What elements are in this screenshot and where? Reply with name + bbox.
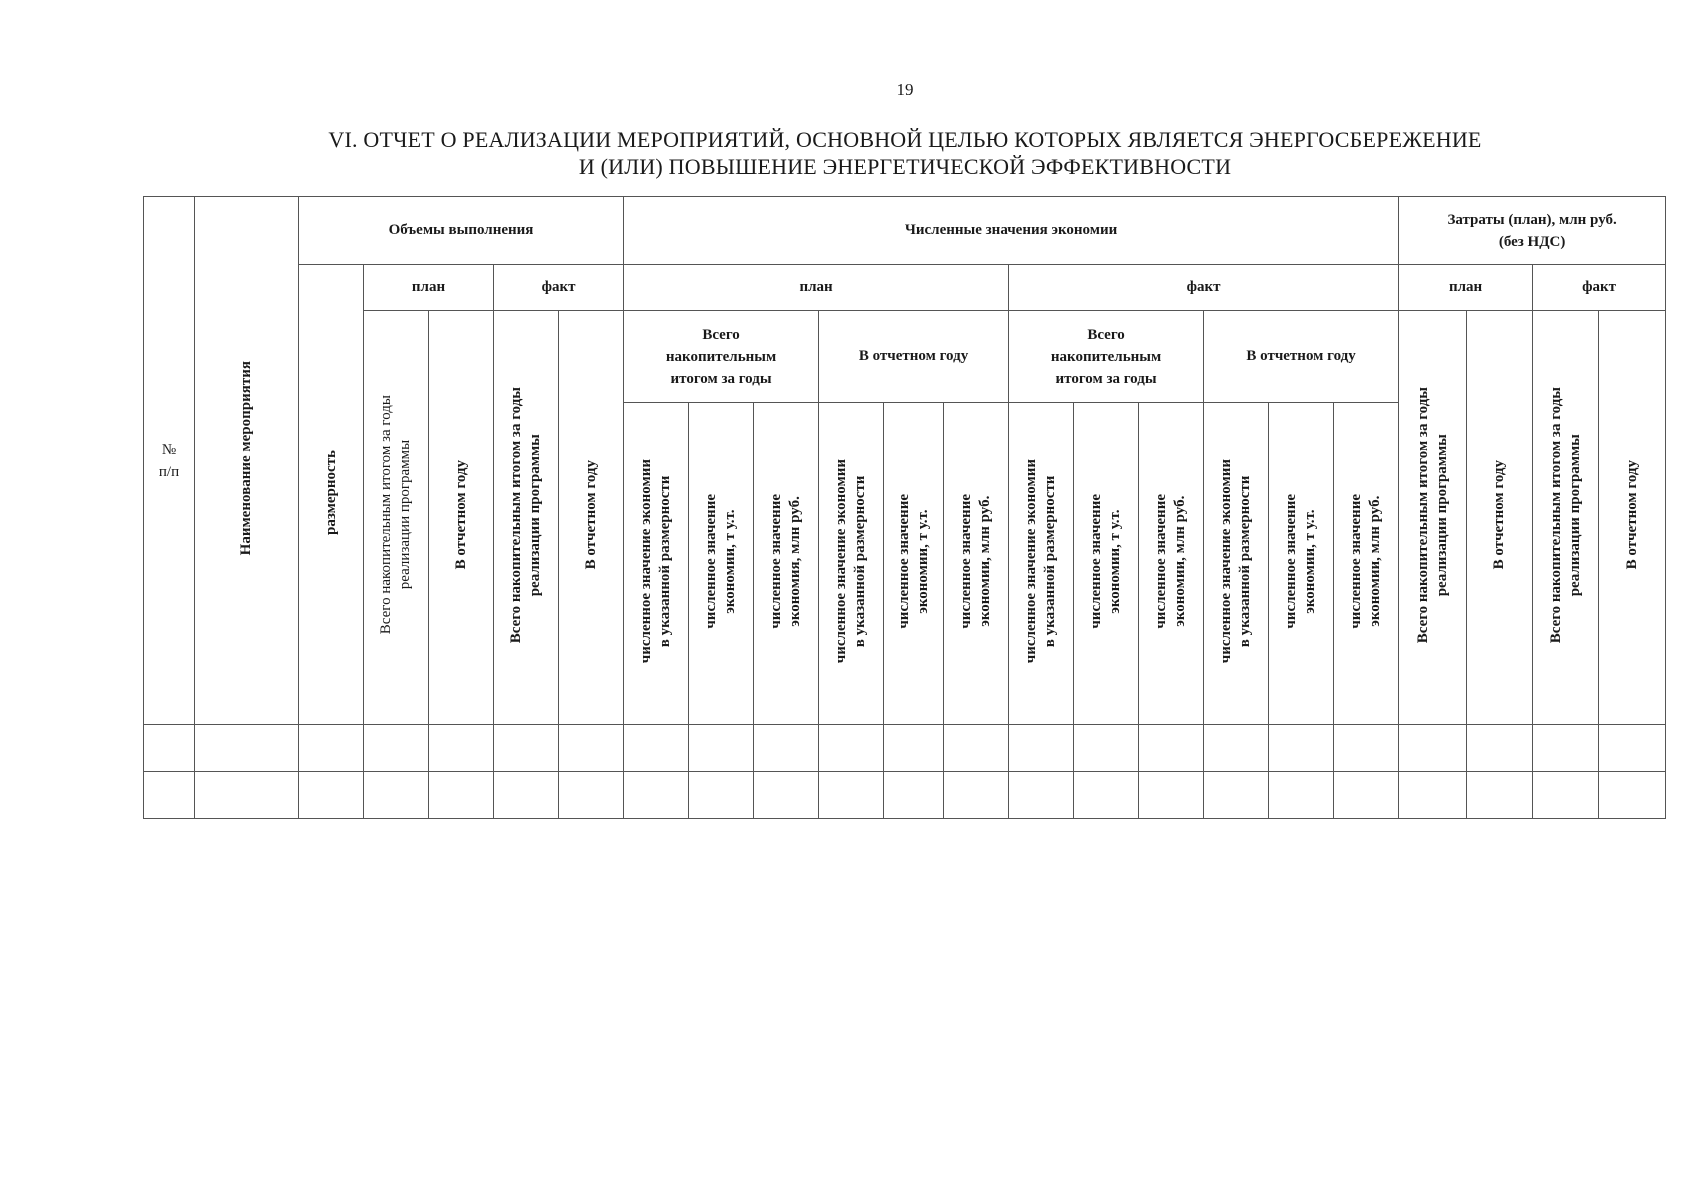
table-cell [689,772,754,819]
table-cell [1009,772,1074,819]
header-plan-year-tut: численное значение экономии, т у.т. [884,403,944,725]
table-cell [689,725,754,772]
table-row [144,772,1666,819]
table-cell [1204,725,1269,772]
table-cell [1599,725,1666,772]
table-cell [1009,725,1074,772]
header-cost-plan-total: Всего накопительным итогом за годы реализации программы [1399,311,1467,725]
table-cell [1269,725,1334,772]
header-dimension: размерность [299,265,364,725]
header-fact-cum-rub: численное значение экономии, млн руб. [1139,403,1204,725]
header-cost-fact-year: В отчетном году [1599,311,1666,725]
table-row [144,725,1666,772]
header-fact-year-tut: численное значение экономии, т у.т. [1269,403,1334,725]
header-costs-fact: факт [1533,265,1666,311]
table-cell [1204,772,1269,819]
header-plan-cum-dimension: численное значение экономии в указанной размерности [624,403,689,725]
header-row-number: № п/п [144,197,195,725]
table-cell [754,772,819,819]
section-title [0,126,1697,180]
table-cell [1074,725,1139,772]
table-cell [1399,725,1467,772]
header-savings-fact-year: В отчетном году [1204,311,1399,403]
table-cell [144,725,195,772]
table-cell [944,772,1009,819]
table-cell [559,772,624,819]
header-plan-cum-rub: численное значение экономия, млн руб. [754,403,819,725]
table-cell [1533,725,1599,772]
header-group-costs: Затраты (план), млн руб. (без НДС) [1399,197,1666,265]
header-fact-year-rub: численное значение экономии, млн руб. [1334,403,1399,725]
header-savings-fact: факт [1009,265,1399,311]
table-cell [1139,725,1204,772]
header-costs-plan: план [1399,265,1533,311]
header-volumes-fact: факт [494,265,624,311]
table-cell [429,725,494,772]
header-fact-year-dimension: численное значение экономии в указанной размерности [1204,403,1269,725]
table-cell [1467,725,1533,772]
report-table [143,196,1666,819]
header-fact-cum-dimension: численное значение экономии в указанной размерности [1009,403,1074,725]
header-fact-cum-tut: численное значение экономии, т у.т. [1074,403,1139,725]
section-title-line-2: И (ИЛИ) ПОВЫШЕНИЕ ЭНЕРГЕТИЧЕСКОЙ ЭФФЕКТИВНОСТИ [578,154,1232,179]
table-cell [1269,772,1334,819]
header-group-volumes: Объемы выполнения [299,197,624,265]
table-cell [1599,772,1666,819]
table-cell [819,772,884,819]
table-cell [819,725,884,772]
table-cell [559,725,624,772]
table-cell [1139,772,1204,819]
header-cost-plan-year: В отчетном году [1467,311,1533,725]
table-cell [494,772,559,819]
header-vol-fact-year: В отчетном году [559,311,624,725]
header-cost-fact-total: Всего накопительным итогом за годы реализации программы [1533,311,1599,725]
table-cell [754,725,819,772]
page-number: 19 [896,80,914,99]
table-cell [429,772,494,819]
header-plan-cum-tut: численное значение экономии, т у.т. [689,403,754,725]
header-vol-fact-total: Всего накопительным итогом за годы реализации программы [494,311,559,725]
table-cell [299,725,364,772]
table-cell [195,772,299,819]
section-title-line-1: VI. ОТЧЕТ О РЕАЛИЗАЦИИ МЕРОПРИЯТИЙ, ОСНОВНОЙ ЦЕЛЬЮ КОТОРЫХ ЯВЛЯЕТСЯ ЭНЕРГОСБЕРЕЖЕНИЕ [328,127,1482,152]
header-savings-fact-cumulative: Всего накопительным итогом за годы [1009,311,1204,403]
header-volumes-plan: план [364,265,494,311]
table-cell [1399,772,1467,819]
header-plan-year-dimension: численное значение экономии в указанной размерности [819,403,884,725]
table-cell [364,725,429,772]
header-savings-plan: план [624,265,1009,311]
header-vol-plan-year: В отчетном году [429,311,494,725]
table-cell [624,772,689,819]
table-cell [364,772,429,819]
header-activity-name: Наименование мероприятия [195,197,299,725]
header-vol-plan-total: Всего накопительным итогом за годы реализации программы [364,311,429,725]
header-savings-plan-year: В отчетном году [819,311,1009,403]
table-cell [195,725,299,772]
header-savings-plan-cumulative: Всего накопительным итогом за годы [624,311,819,403]
table-cell [494,725,559,772]
table-cell [1533,772,1599,819]
table-cell [1334,772,1399,819]
table-cell [1467,772,1533,819]
table-cell [1074,772,1139,819]
header-plan-year-rub: численное значение экономии, млн руб. [944,403,1009,725]
header-group-savings: Численные значения экономии [624,197,1399,265]
table-cell [299,772,364,819]
table-cell [624,725,689,772]
table-cell [884,725,944,772]
table-cell [144,772,195,819]
table-cell [1334,725,1399,772]
table-cell [944,725,1009,772]
table-cell [884,772,944,819]
